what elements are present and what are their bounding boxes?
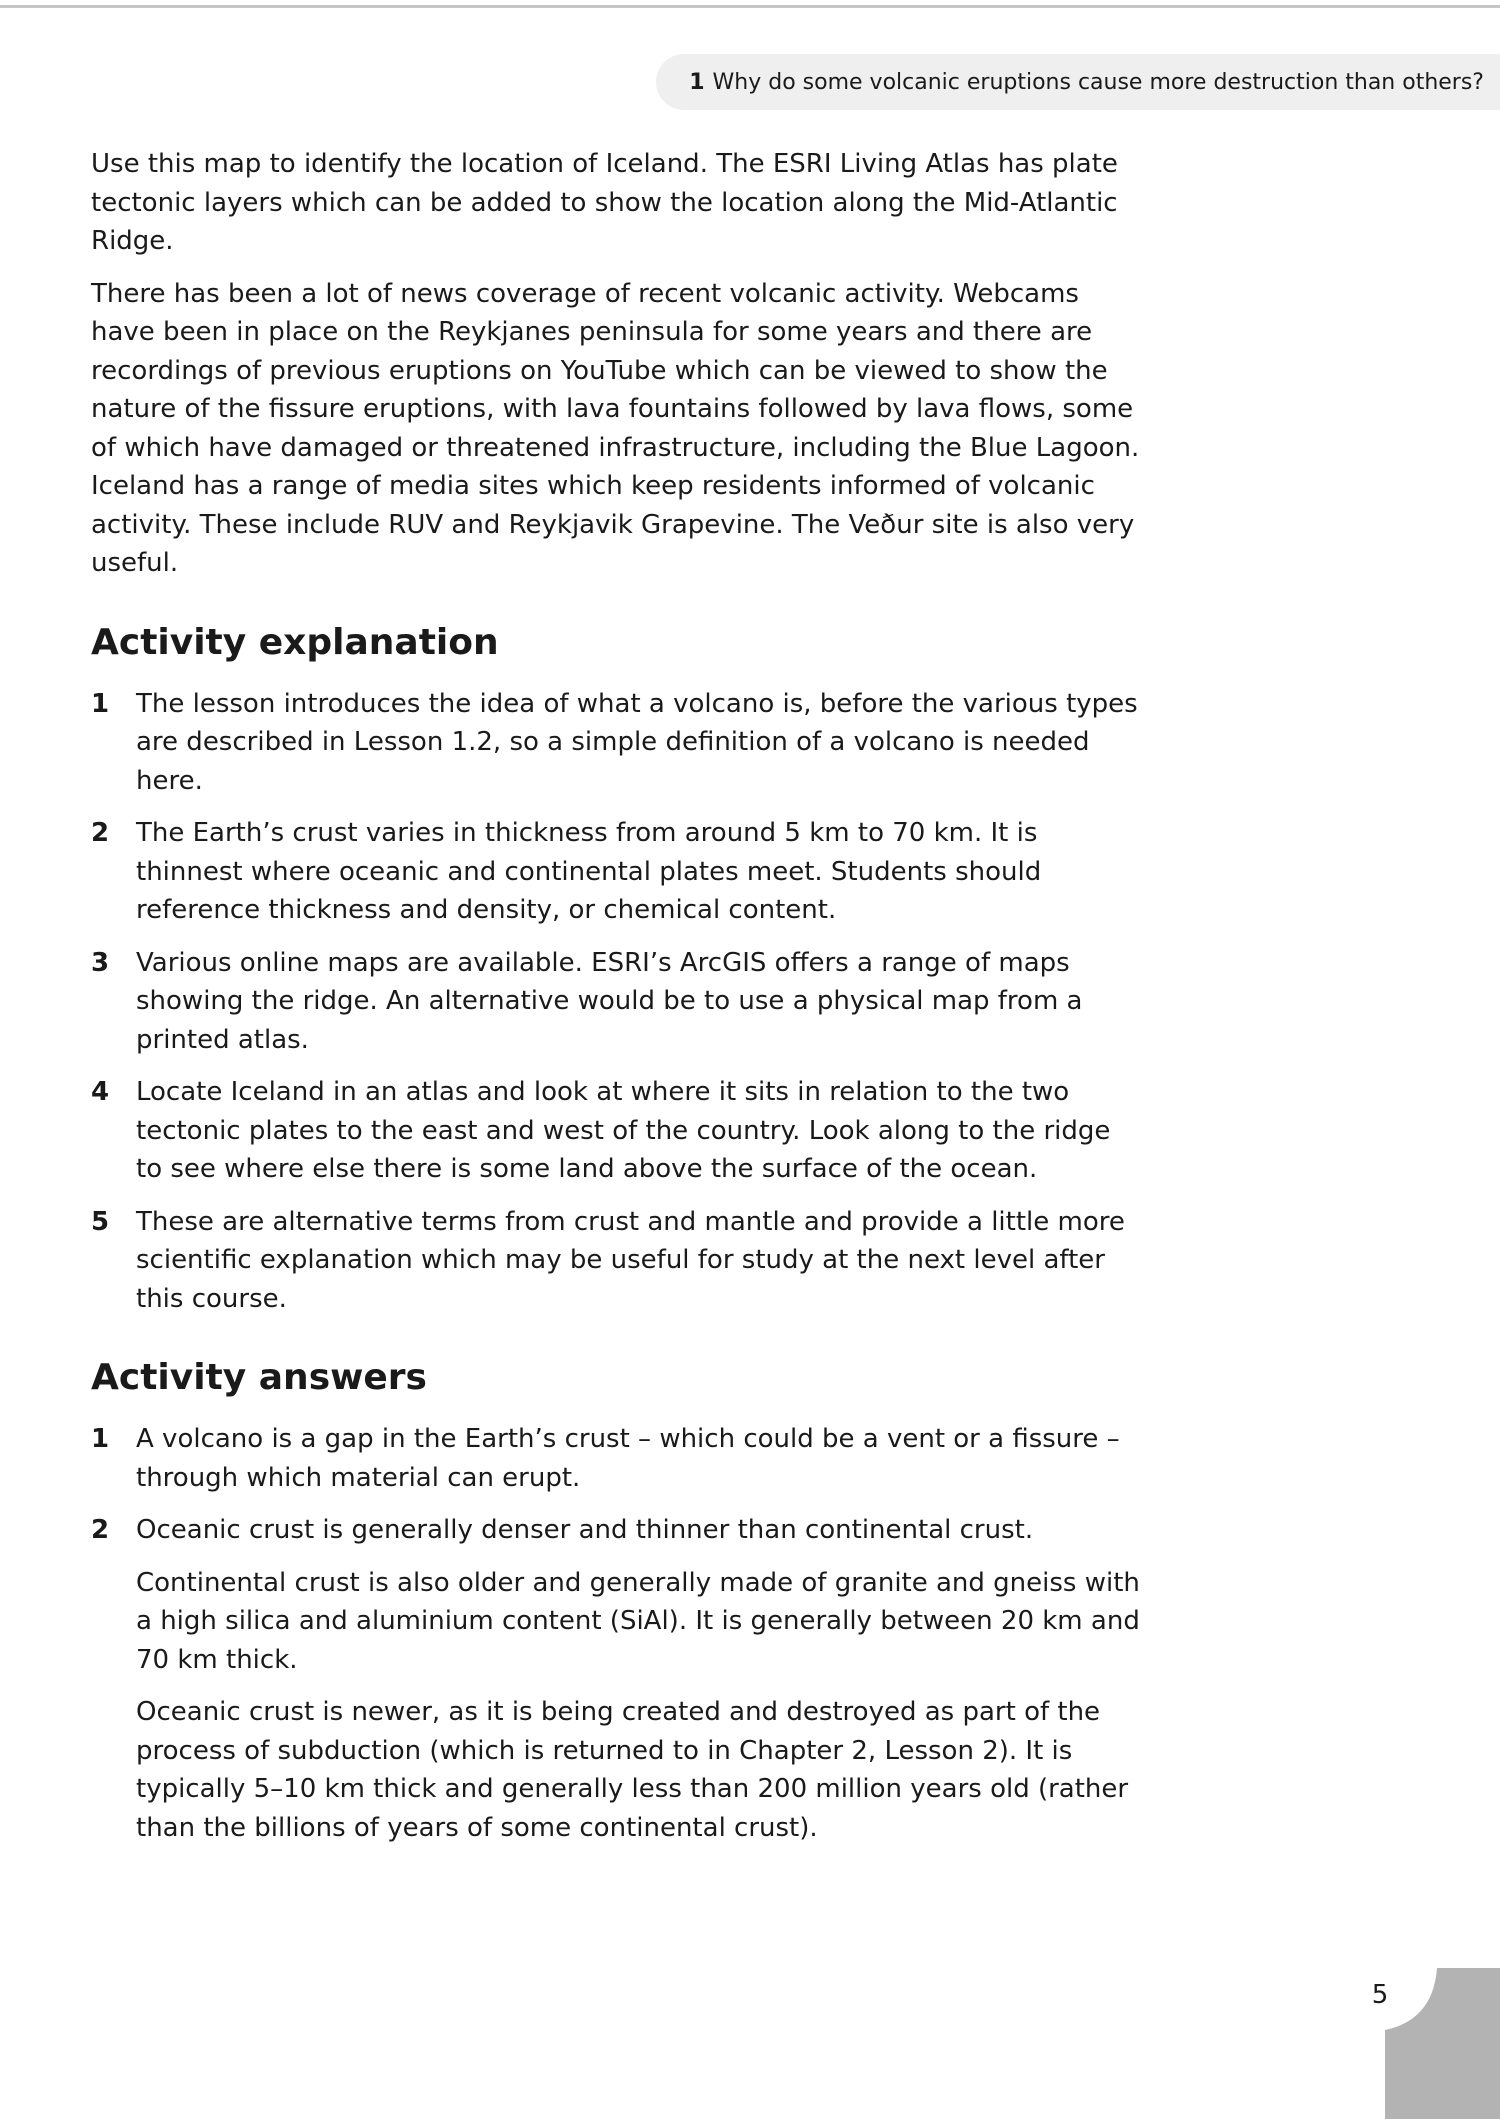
answer-paragraph: Oceanic crust is generally denser and thinner than continental crust. [136,1515,1034,1545]
activity-answers-heading: Activity answers [91,1357,427,1398]
item-text: Various online maps are available. ESRI’s ArcGIS offers a range of maps showing the ridge. An alternative would be to use a physical map from a printed atlas. [136,947,1083,1055]
corner-tab-shape [1385,1968,1500,2119]
explanation-item [91,1203,1141,1319]
intro-paragraph-1: Use this map to identify the location of Iceland. The ESRI Living Atlas has plate tectonic layers which can be added to show the location along the Mid-Atlantic Ridge. [91,149,1118,256]
page-number: 5 [1371,1980,1389,2010]
chapter-title: Why do some volcanic eruptions cause more destruction than others? [712,69,1484,95]
explanation-item [91,1073,1141,1189]
chapter-number: 1 [689,69,705,95]
answer-paragraph: A volcano is a gap in the Earth’s crust – which could be a vent or a fissure – through which material can erupt. [136,1424,1120,1493]
item-text: Locate Iceland in an atlas and look at where it sits in relation to the two tectonic plates to the east and west of the country. Look along to the ridge to see where else there is some land above the surface of the ocean. [136,1077,1111,1184]
running-header [656,54,1500,110]
item-number: 2 [91,818,110,848]
activity-explanation-heading: Activity explanation [91,621,499,663]
intro-paragraph-2: There has been a lot of news coverage of recent volcanic activity. Webcams have been in place on the Reykjanes peninsula for some years and there are recordings of previous eruptions on YouTube which can be viewed to show the nature of the fissure eruptions, with lava fountains followed by lava flows, some of which have damaged or threatened infrastructure, including the Blue Lagoon. Iceland has a range of media sites which keep residents informed of volcanic activity. These include RUV and Reykjavik Grapevine. The Veður site is also very useful. [91,278,1140,578]
item-number: 1 [91,688,110,719]
item-number: 4 [91,1077,110,1107]
item-text: These are alternative terms from crust and mantle and provide a little more scientific explanation which may be useful for study at the next level after this course. [136,1206,1125,1314]
answer-paragraph: Continental crust is also older and generally made of granite and gneiss with a high silica and aluminium content (SiAl). It is generally between 20 km and 70 km thick. [136,1567,1140,1675]
answer-item [91,1511,1141,1847]
answer-paragraph: Oceanic crust is newer, as it is being created and destroyed as part of the process of subduction (which is returned to in Chapter 2, Lesson 2). It is typically 5–10 km thick and generally less than 200 million years old (rather than the billions of years of some continental crust). [136,1697,1129,1843]
activity-answers-list [91,1420,1141,1847]
item-text: The lesson introduces the idea of what a volcano is, before the various types are described in Lesson 1.2, so a simple definition of a volcano is needed here. [136,688,1138,796]
answer-body [136,1511,1141,1847]
explanation-item [91,814,1141,930]
item-number: 2 [91,1515,110,1545]
top-rule [0,0,1500,8]
explanation-item [91,944,1141,1060]
explanation-item [91,685,1141,801]
activity-explanation-list [91,685,1141,1319]
page-corner-tab [1385,1968,1500,2119]
item-text: The Earth’s crust varies in thickness from around 5 km to 70 km. It is thinnest where oceanic and continental plates meet. Students should reference thickness and density, or chemical content. [136,818,1042,925]
item-number: 1 [91,1424,110,1454]
item-number: 5 [91,1206,110,1237]
answer-body [136,1420,1141,1497]
item-number: 3 [91,947,110,978]
page-content [91,145,1141,1861]
answer-item [91,1420,1141,1497]
